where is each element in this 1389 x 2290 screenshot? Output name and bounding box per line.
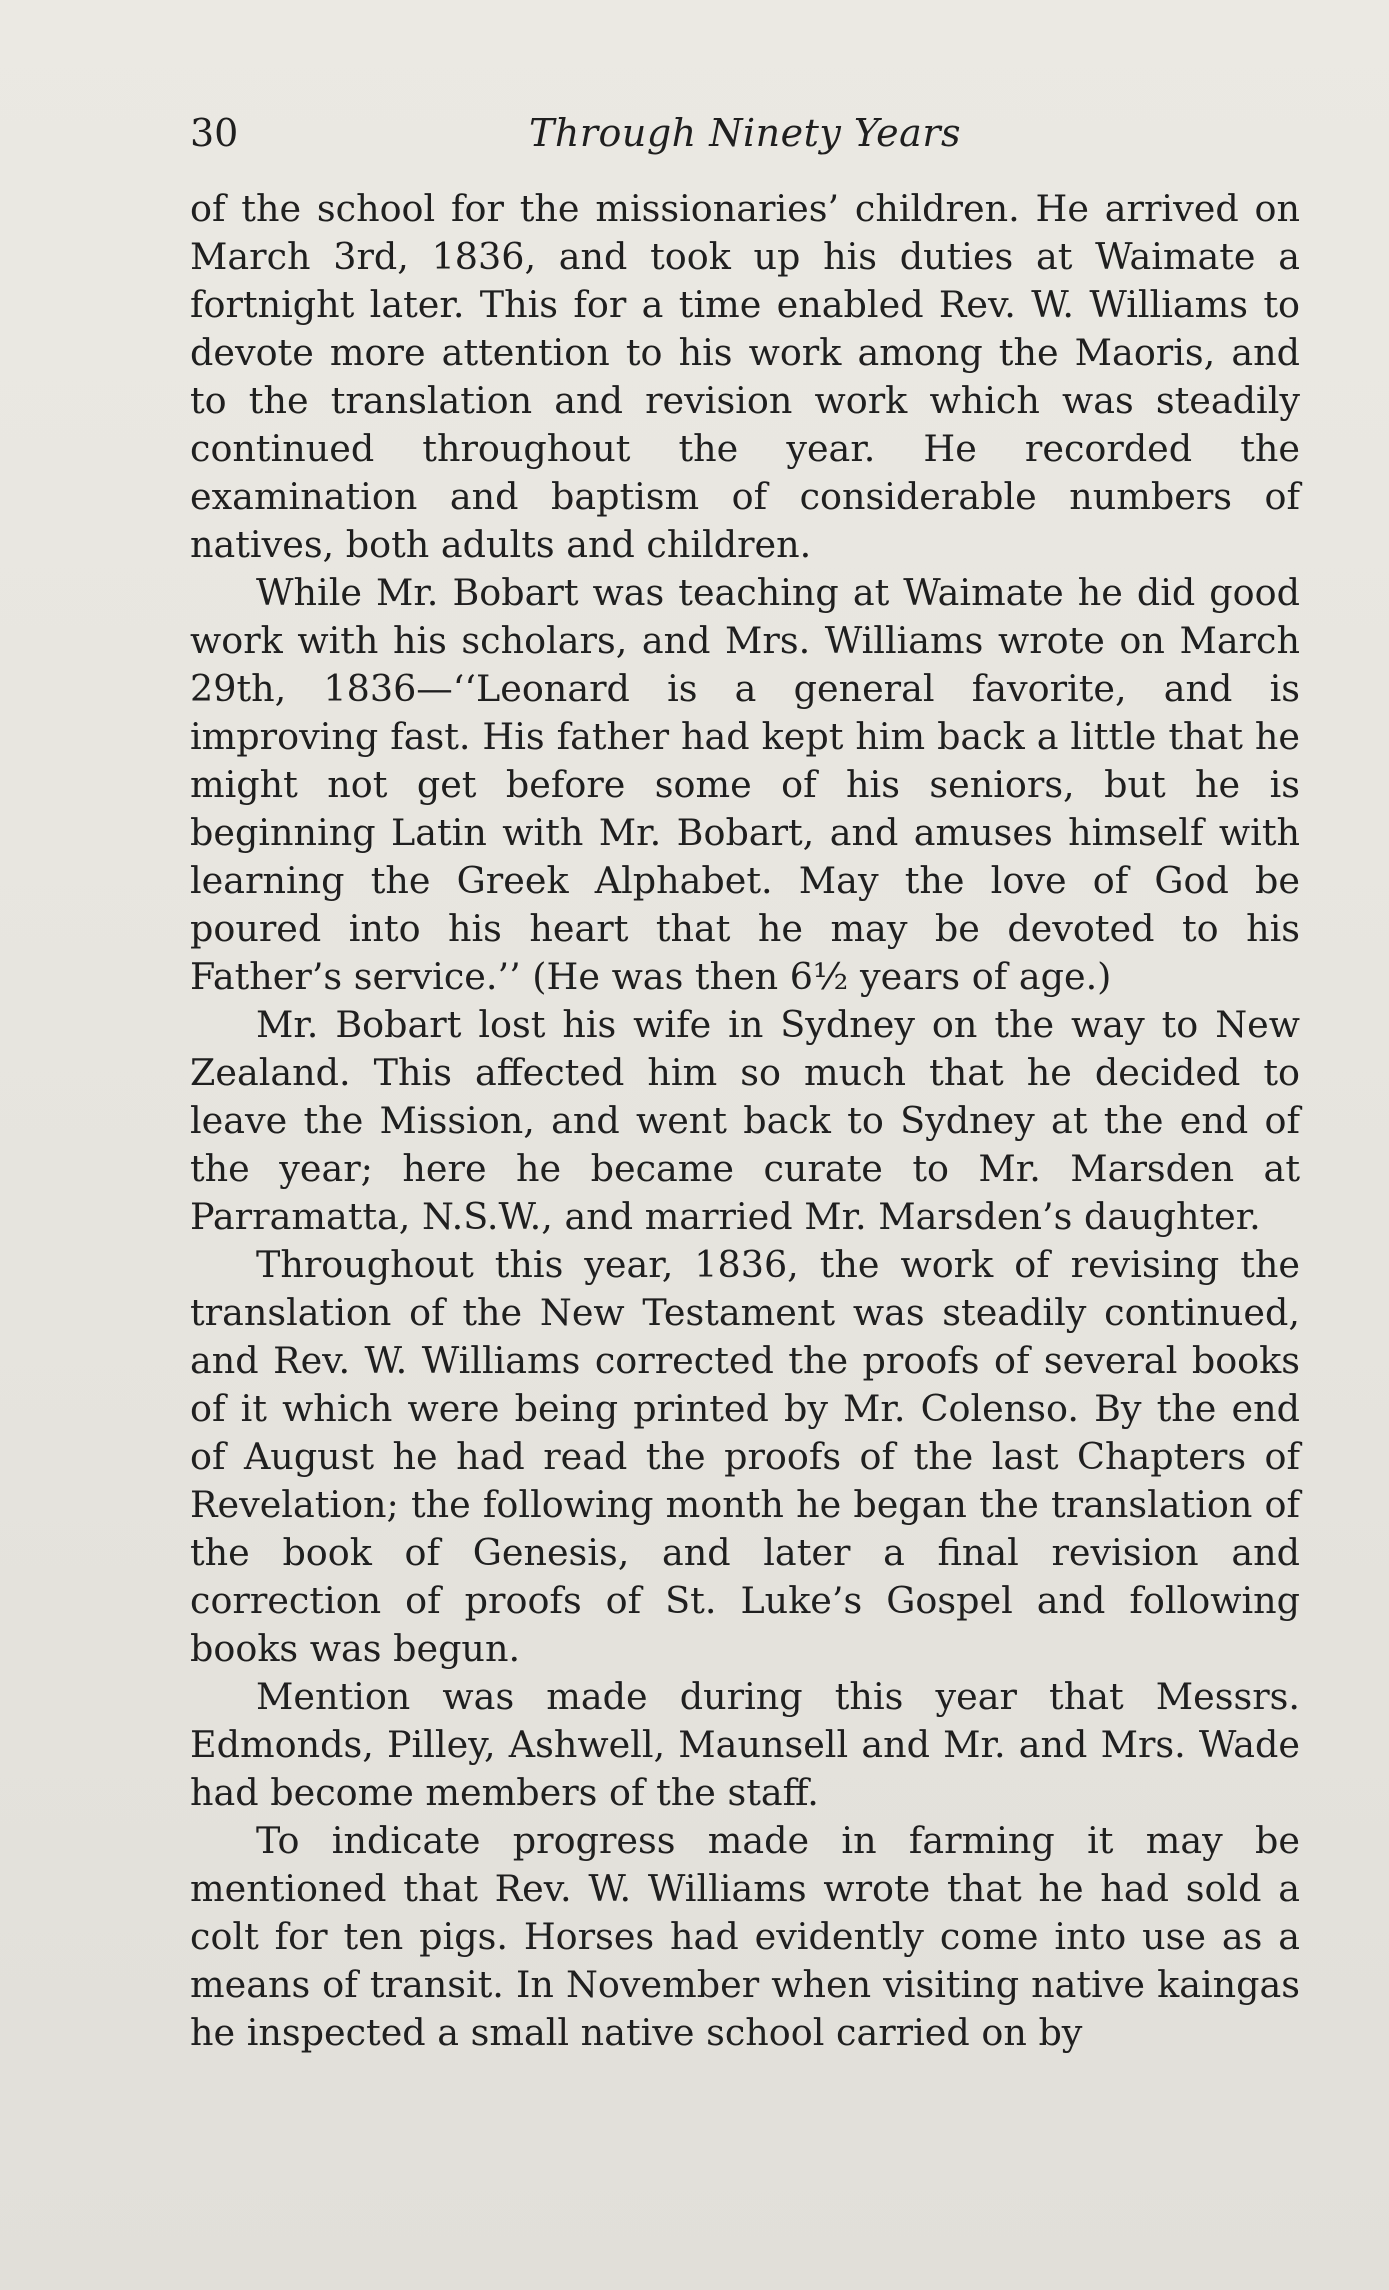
paragraph-continuation: of the school for the missionaries’ children. He arrived on March 3rd, 1836, and took up his duties at Waimate a fortnight later. This for a time enabled Rev. W. Williams to devote more attention to his work among the Maoris, and to the translation and revision work which was steadily continued throughout the year. He recorded the examination and baptism of considerable numbers of natives, both adults and children. xyxy=(190,187,1300,566)
page-header xyxy=(190,103,1300,163)
page-number: 30 xyxy=(190,111,239,155)
running-title: Through Ninety Years xyxy=(529,111,961,155)
paragraph: Mention was made during this year that Messrs. Edmonds, Pilley, Ashwell, Maunsell and Mr. and Mrs. Wade had become members of the staff. xyxy=(190,1675,1300,1814)
paragraph: Mr. Bobart lost his wife in Sydney on the way to New Zealand. This affected him so much that he decided to leave the Mission, and went back to Sydney at the end of the year; here he became curate to Mr. Marsden at Parramatta, N.S.W., and married Mr. Marsden’s daughter. xyxy=(190,1003,1300,1238)
paragraph: To indicate progress made in farming it may be mentioned that Rev. W. Williams wrote that he had sold a colt for ten pigs. Horses had evidently come into use as a means of transit. In November when visiting native kaingas he inspected a small native school carried on by xyxy=(190,1819,1300,2054)
paragraph: While Mr. Bobart was teaching at Waimate he did good work with his scholars, and Mrs. Williams wrote on March 29th, 1836—‘‘Leonard is a general favorite, and is improving fast. His father had kept him back a little that he might not get before some of his seniors, but he is beginning Latin with Mr. Bobart, and amuses himself with learning the Greek Alphabet. May the love of God be poured into his heart that he may be devoted to his Father’s service.’’ (He was then 6½ years of age.) xyxy=(190,571,1300,998)
paragraph: Throughout this year, 1836, the work of revising the translation of the New Testament was steadily continued, and Rev. W. Williams corrected the proofs of several books of it which were being printed by Mr. Colenso. By the end of August he had read the proofs of the last Chapters of Revelation; the following month he began the translation of the book of Genesis, and later a final revision and correction of proofs of St. Luke’s Gospel and following books was begun. xyxy=(190,1243,1300,1670)
body-text xyxy=(190,185,1300,2057)
